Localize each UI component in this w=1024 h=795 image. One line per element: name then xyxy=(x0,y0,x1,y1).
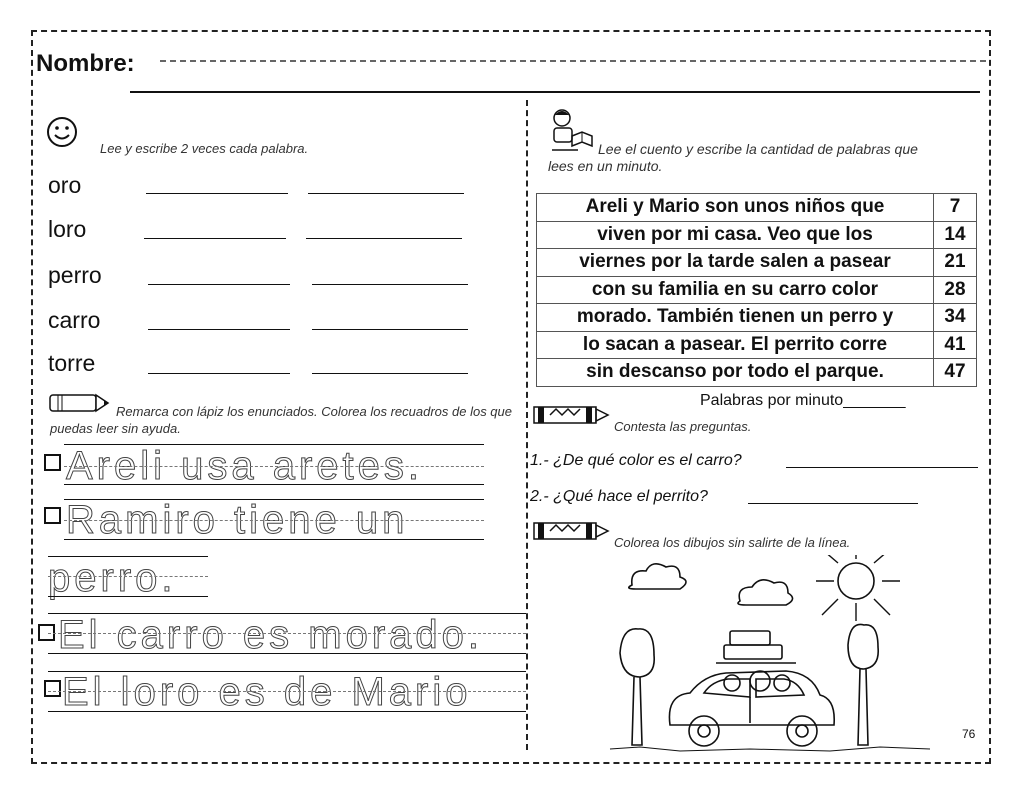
checkbox-sentence-2[interactable] xyxy=(44,507,61,524)
column-divider xyxy=(526,100,528,750)
story-line: morado. También tienen un perro y xyxy=(537,304,934,332)
crayon-icon xyxy=(532,520,612,542)
instruction-read-story: Lee el cuento y escribe la cantidad de palabras que lees en un minuto. xyxy=(548,141,918,174)
name-dash-line xyxy=(160,60,986,62)
story-row xyxy=(537,249,977,277)
word-count: 14 xyxy=(934,221,977,249)
rule-mid-1 xyxy=(64,466,484,467)
word-loro: loro xyxy=(48,216,87,242)
story-table xyxy=(536,193,977,387)
word-torre: torre xyxy=(48,350,96,376)
question-2: 2.- ¿Qué hace el perrito? xyxy=(530,488,708,505)
story-line: viernes por la tarde salen a pasear xyxy=(537,249,934,277)
name-label: Nombre: xyxy=(36,50,135,77)
write-line-perro-2[interactable] xyxy=(312,284,468,285)
instruction-color: Colorea los dibujos sin salirte de la línea. xyxy=(614,535,851,550)
story-row xyxy=(537,304,977,332)
family-car-coloring-picture[interactable] xyxy=(600,555,940,760)
write-line-oro-1[interactable] xyxy=(146,193,288,194)
words-per-minute-field[interactable]: Palabras por minuto_______ xyxy=(700,392,906,409)
story-line: viven por mi casa. Veo que los xyxy=(537,221,934,249)
rule-mid-3 xyxy=(48,576,208,577)
word-count: 7 xyxy=(934,194,977,222)
word-count: 21 xyxy=(934,249,977,277)
write-line-perro-1[interactable] xyxy=(148,284,290,285)
story-line: lo sacan a pasear. El perrito corre xyxy=(537,331,934,359)
instruction-answer: Contesta las preguntas. xyxy=(614,419,752,434)
story-line: sin descanso por todo el parque. xyxy=(537,359,934,387)
word-count: 47 xyxy=(934,359,977,387)
story-line: con su familia en su carro color xyxy=(537,276,934,304)
page-number: 76 xyxy=(962,727,976,741)
trace-sentence-3[interactable]: perro. xyxy=(48,556,177,600)
answer-line-2[interactable] xyxy=(748,503,918,504)
write-line-carro-2[interactable] xyxy=(312,329,468,330)
write-line-carro-1[interactable] xyxy=(148,329,290,330)
trace-sentence-2[interactable]: Ramiro tiene un xyxy=(66,498,409,542)
trace-sentence-5[interactable]: El loro es de Mario xyxy=(62,670,472,714)
story-row xyxy=(537,221,977,249)
write-line-loro-2[interactable] xyxy=(306,238,462,239)
cloud-left xyxy=(629,564,686,589)
rule-base-4 xyxy=(48,653,526,654)
question-1: 1.- ¿De qué color es el carro? xyxy=(530,452,742,469)
story-line: Areli y Mario son unos niños que xyxy=(537,194,934,222)
instruction-write-words: Lee y escribe 2 veces cada palabra. xyxy=(100,141,309,156)
word-carro: carro xyxy=(48,307,101,333)
answer-line-1[interactable] xyxy=(786,467,978,468)
crayon-icon xyxy=(532,404,612,426)
write-line-torre-1[interactable] xyxy=(148,373,290,374)
smiley-icon xyxy=(46,116,78,148)
trace-sentence-4[interactable]: El carro es morado. xyxy=(58,613,484,657)
rule-mid-2 xyxy=(64,520,484,521)
rule-mid-4 xyxy=(48,633,526,634)
checkbox-sentence-1[interactable] xyxy=(44,454,61,471)
rule-base-3 xyxy=(48,596,208,597)
name-write-line[interactable] xyxy=(130,91,980,93)
word-count: 41 xyxy=(934,331,977,359)
word-count: 34 xyxy=(934,304,977,332)
word-count: 28 xyxy=(934,276,977,304)
story-row xyxy=(537,276,977,304)
story-row xyxy=(537,331,977,359)
rule-base-5 xyxy=(48,711,526,712)
write-line-oro-2[interactable] xyxy=(308,193,464,194)
rule-base-1 xyxy=(64,484,484,485)
rule-mid-5 xyxy=(48,691,526,692)
trace-sentence-1[interactable]: Areli usa aretes. xyxy=(66,444,424,488)
cloud-right xyxy=(738,580,793,605)
word-perro: perro xyxy=(48,262,102,288)
write-line-torre-2[interactable] xyxy=(312,373,468,374)
instruction-trace: Remarca con lápiz los enunciados. Colorea los recuadros de los que puedas leer sin ayuda. xyxy=(50,404,512,436)
story-row xyxy=(537,194,977,222)
write-line-loro-1[interactable] xyxy=(144,238,286,239)
checkbox-sentence-5[interactable] xyxy=(44,680,61,697)
rule-base-2 xyxy=(64,539,484,540)
word-oro: oro xyxy=(48,172,82,198)
story-row xyxy=(537,359,977,387)
